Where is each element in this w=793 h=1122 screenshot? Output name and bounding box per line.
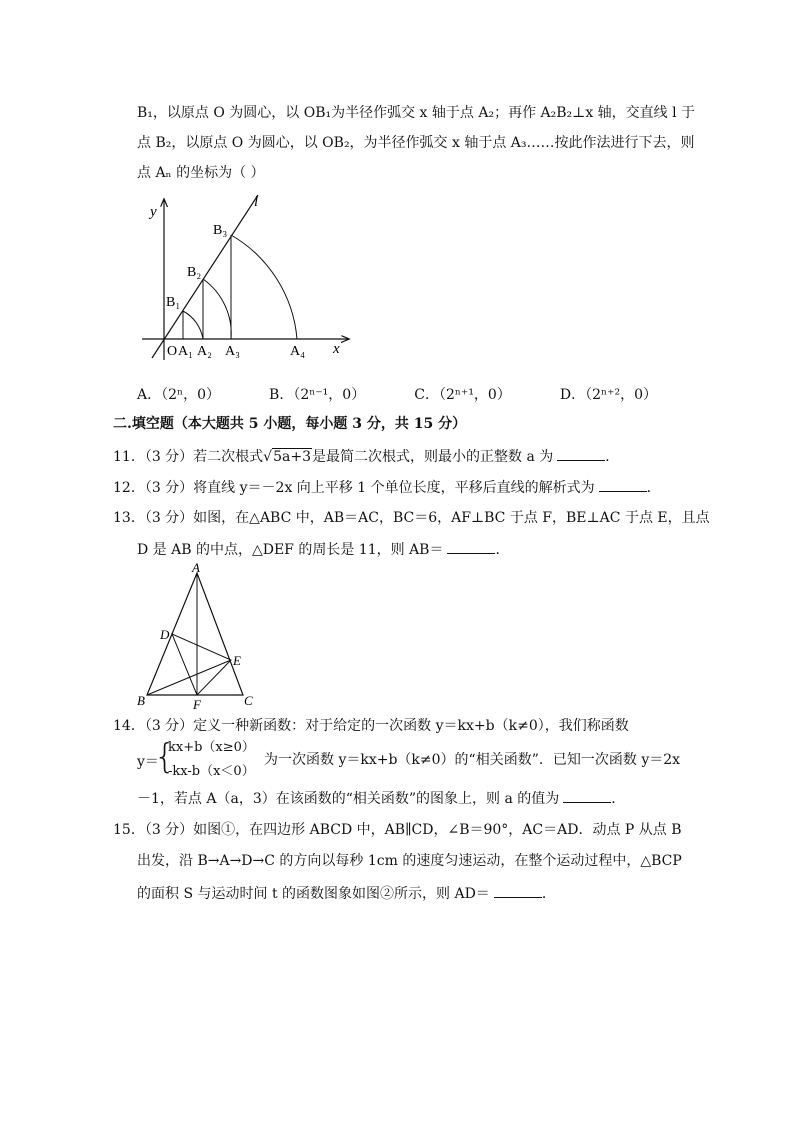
q14-line3: －1，若点 A（a，3）在该函数的“相关函数”的图象上，则 a 的值为 [137,791,560,807]
q15-line2: 出发，沿 B→A→D→C 的方向以每秒 1cm 的速度匀速运动，在整个运动过程中，△BCP [137,853,682,869]
option-a: A．（2ⁿ，0） [137,387,220,403]
q11-suffix: 是最简二次根式，则最小的正整数 a 为 [312,449,554,465]
x-label: x [333,341,340,357]
q15-answer-blank[interactable] [494,883,542,898]
label-c: C [244,693,253,708]
q13-line2: D 是 AB 的中点，△DEF 的周长是 11，则 AB＝ [137,542,444,558]
line-l [152,195,258,358]
b1-label: B₁ [166,295,181,310]
q14-case1: kx+b（x≥0） [168,740,255,755]
origin-label: O [167,344,178,359]
q12-period: ． [646,480,661,496]
q11-answer-blank[interactable] [557,446,605,461]
q15-period: ． [541,886,556,902]
label-a: A [192,562,200,575]
option-d: D．（2ⁿ⁺²，0） [559,387,657,403]
triangle-def [172,634,231,695]
q14-line3-wrap [137,788,625,809]
label-d: D [160,627,170,642]
q15-line3: 的面积 S 与运动时间 t 的函数图象如图②所示，则 AD＝ [137,886,490,902]
q11-prefix: 11．（3 分）若二次根式 [113,449,264,465]
q12 [113,477,661,498]
a2-label: A₂ [197,344,212,359]
q10-options [137,384,657,404]
q13-period: ． [495,542,510,558]
q13-line1: 13．（3 分）如图，在△ABC 中，AB＝AC，BC＝6，AF⊥BC 于点 F，BE⊥AC 于点 E，且点 [113,510,710,526]
q10-text-line1: B₁，以原点 O 为圆心，以 OB₁为半径作弧交 x 轴于点 A₂；再作 A₂B₂⊥x 轴，交直线 l 于 [137,105,696,121]
arc-b2-a3 [203,279,231,339]
a4-label: A₄ [290,344,305,359]
q14-line1: 14．（3 分）定义一种新函数：对于给定的一次函数 y＝kx+b（k≠0），我们称函数 [113,718,629,734]
l-label: l [254,194,259,210]
q10-text-line3: 点 Aₙ 的坐标为（ ） [137,165,265,181]
q13-line2-wrap [137,539,509,560]
q11-radicand: 5a+3 [273,449,311,465]
arc-b1-a2 [183,311,203,339]
sqrt-sign: √ [263,449,273,465]
q11 [113,446,619,467]
label-b: B [137,693,145,708]
q15-line1: 15．（3 分）如图①，在四边形 ABCD 中，AB∥CD，∠B＝90°，AC＝AD．动点 P 从点 B [113,822,682,838]
b3-label: B₃ [213,223,228,238]
label-e: E [233,653,241,668]
q14-answer-blank[interactable] [563,788,611,803]
q14-case2: -kx-b（x＜0） [168,764,255,779]
q14-period: ． [611,791,626,807]
q15-line3-wrap [137,883,556,904]
q10-text-line2: 点 B₂，以原点 O 为圆心，以 OB₂，为半径作弧交 x 轴于点 A₃……按此作法进行下去，则 [137,135,695,151]
q13-answer-blank[interactable] [447,539,495,554]
q12-text: 12．（3 分）将直线 y＝－2x 向上平移 1 个单位长度，平移后直线的解析式为 [113,480,595,496]
q11-period: ． [605,449,620,465]
q12-answer-blank[interactable] [599,477,647,492]
q10-figure [130,190,370,365]
a1-label: A₁ [178,344,193,359]
q14-line2-rest: 为一次函数 y＝kx+b（k≠0）的“相关函数”．已知一次函数 y＝2x [264,752,681,768]
q14-brace: { [154,737,176,777]
b2-label: B₂ [187,265,202,280]
option-c: C．（2ⁿ⁺¹，0） [414,387,511,403]
y-label: y [150,204,157,220]
q14-y-eq: y＝ [137,754,159,770]
q13-figure [133,562,263,710]
label-f: F [193,697,201,710]
a3-label: A₃ [225,344,240,359]
arc-b3-a4 [231,235,297,339]
option-b: B．（2ⁿ⁻¹，0） [269,387,366,403]
section2-title: 二.填空题（本大题共 5 小题，每小题 3 分，共 15 分） [113,416,467,432]
